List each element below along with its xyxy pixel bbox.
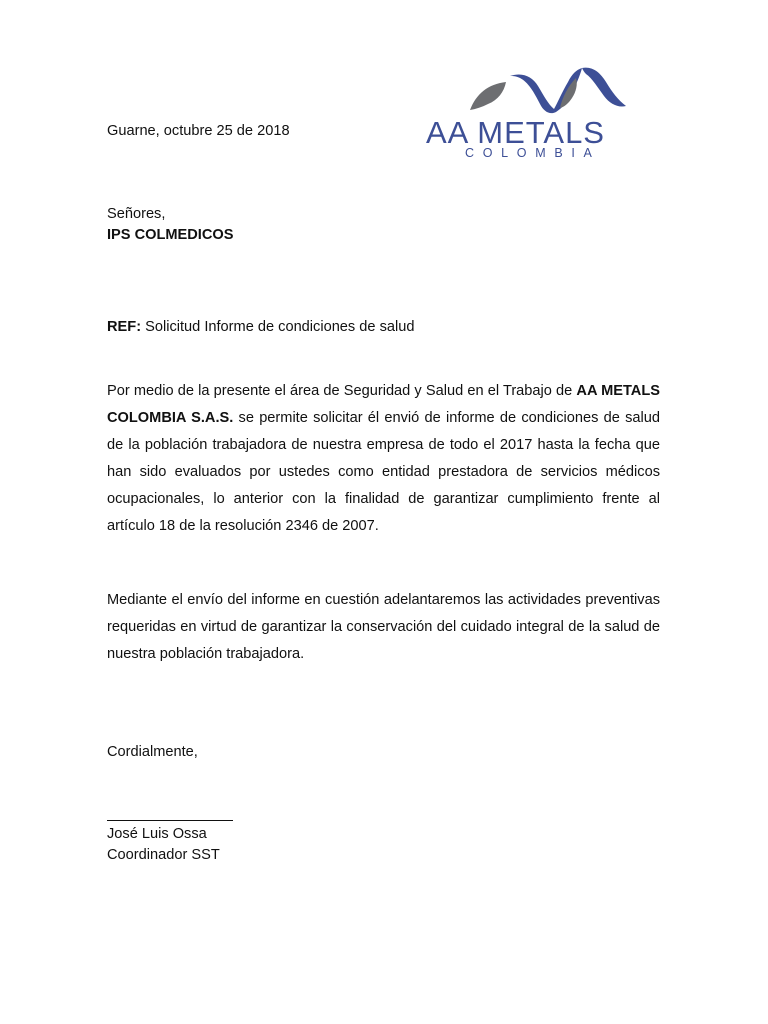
salutation: Señores, bbox=[107, 206, 166, 222]
recipient-company: IPS COLMEDICOS bbox=[107, 227, 234, 243]
company-logo bbox=[422, 62, 672, 162]
letter-date: Guarne, octubre 25 de 2018 bbox=[107, 123, 290, 139]
logo-subtitle: COLOMBIA bbox=[465, 146, 601, 160]
body-paragraph-2: Mediante el envío del informe en cuestión adelantaremos las actividades preventivas requeridas en virtud de garantizar la conservación del cuidado integral de la salud de nuestra población trabajadora. bbox=[107, 592, 660, 662]
signer-name: José Luis Ossa bbox=[107, 826, 207, 842]
reference-line bbox=[107, 318, 414, 336]
reference-label: REF: bbox=[107, 319, 142, 335]
closing: Cordialmente, bbox=[107, 744, 198, 760]
paragraph-1-intro: Por medio de la presente el área de Seguridad y Salud en el Trabajo de bbox=[107, 383, 577, 399]
body-paragraph-1 bbox=[107, 378, 660, 540]
reference-text: Solicitud Informe de condiciones de salud bbox=[141, 319, 415, 335]
logo-wordmark: AA METALS bbox=[426, 115, 605, 150]
signer-title: Coordinador SST bbox=[107, 847, 220, 863]
signature-line bbox=[107, 820, 233, 821]
logo-swoosh-icon bbox=[422, 62, 672, 118]
signer-block bbox=[107, 824, 220, 866]
paragraph-1-body: se permite solicitar él envió de informe de condiciones de salud de la población trabajadora de nuestra empresa de todo el 2017 hasta la fecha que han sido evaluados por ustedes como entidad prestadora de servicios médicos ocupacionales, lo anterior con la finalidad de garantizar cumplimiento frente al artículo 18 de la resolución 2346 de 2007. bbox=[107, 410, 660, 534]
recipient-block bbox=[107, 204, 234, 246]
paragraph-1-company: AA METALS COLOMBIA S.A.S. bbox=[107, 383, 660, 426]
